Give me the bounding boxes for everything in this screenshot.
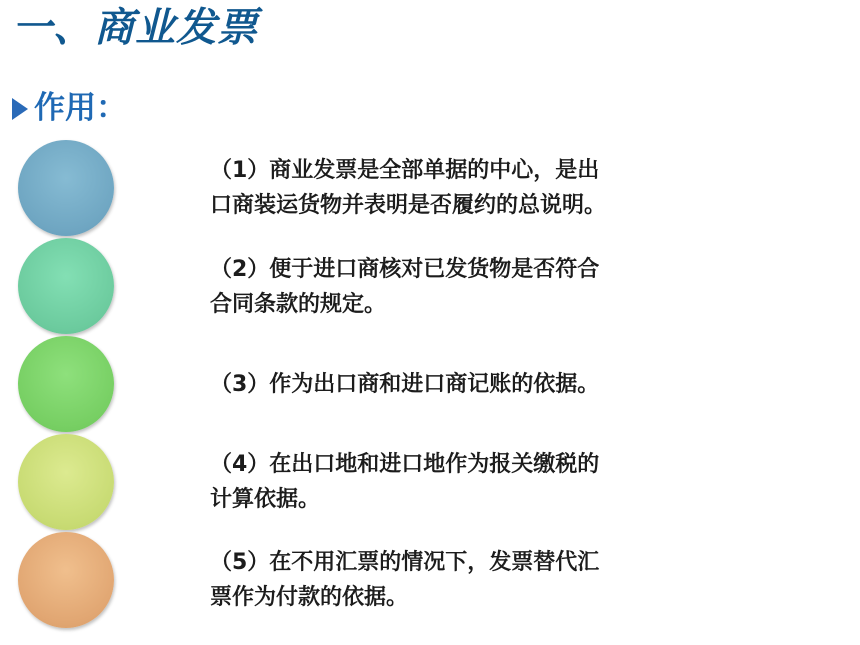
subheading bbox=[12, 88, 127, 128]
decorative-circle-2 bbox=[18, 238, 114, 334]
list-item-line: （2）便于进口商核对已发货物是否符合 bbox=[210, 257, 600, 282]
list-item-line: （5）在不用汇票的情况下，发票替代汇 bbox=[210, 550, 600, 575]
list-item-line: 票作为付款的依据。 bbox=[210, 585, 409, 610]
subheading-label: 作用： bbox=[34, 89, 127, 126]
slide-title: 一、商业发票 bbox=[12, 5, 258, 51]
list-item-1 bbox=[210, 153, 730, 223]
list-item-line: 合同条款的规定。 bbox=[210, 292, 387, 317]
list-item-line: 口商装运货物并表明是否履约的总说明。 bbox=[210, 193, 607, 218]
list-item-line: （4）在出口地和进口地作为报关缴税的 bbox=[210, 452, 600, 477]
list-item-5 bbox=[210, 545, 730, 615]
decorative-circle-5 bbox=[18, 532, 114, 628]
decorative-circle-3 bbox=[18, 336, 114, 432]
list-item-line: （3）作为出口商和进口商记账的依据。 bbox=[210, 372, 600, 397]
list-item-3 bbox=[210, 367, 730, 402]
list-item-2 bbox=[210, 252, 730, 322]
decorative-circle-1 bbox=[18, 140, 114, 236]
list-item-line: 计算依据。 bbox=[210, 487, 321, 512]
list-item-line: （1）商业发票是全部单据的中心，是出 bbox=[210, 158, 600, 183]
decorative-circle-4 bbox=[18, 434, 114, 530]
arrow-bullet-icon bbox=[12, 98, 28, 120]
list-item-4 bbox=[210, 447, 730, 517]
